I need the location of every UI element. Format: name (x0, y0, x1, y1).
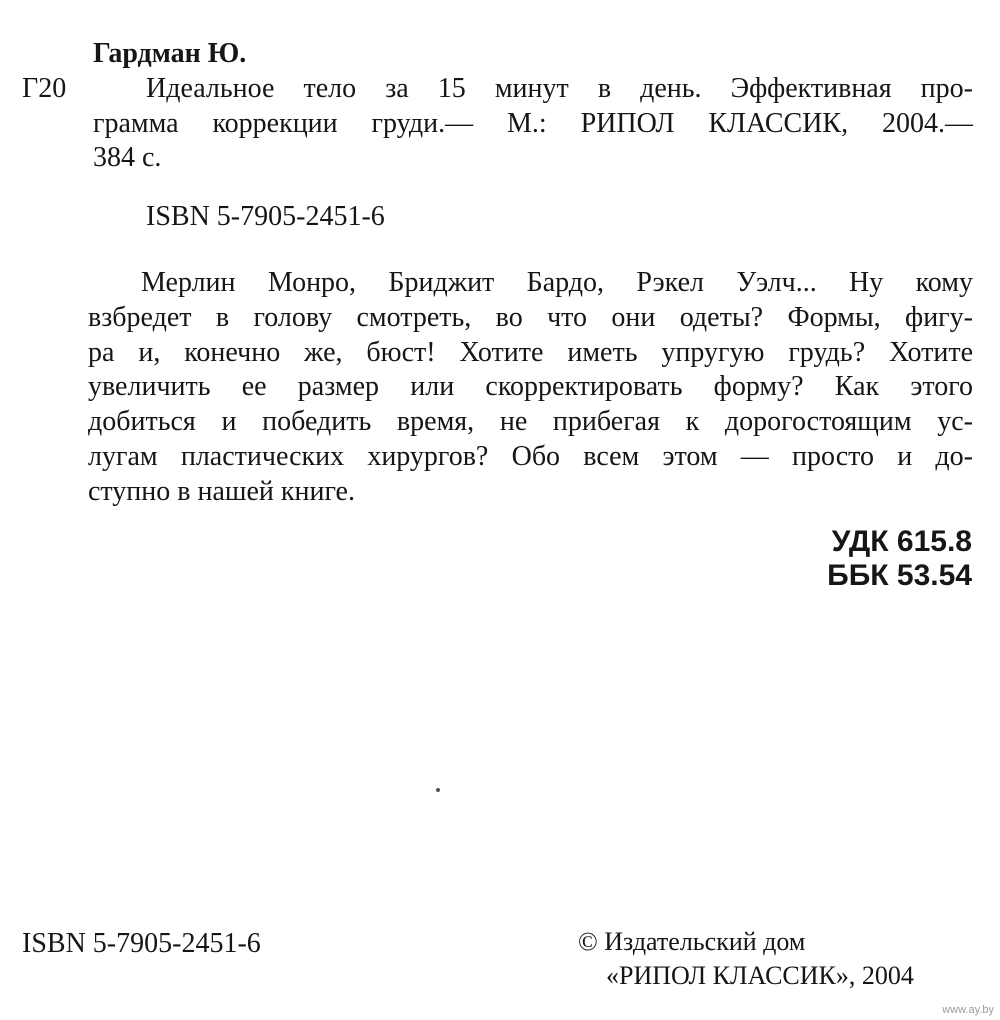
annotation (88, 266, 973, 510)
watermark: www.ay.by (942, 1004, 994, 1016)
bibliographic-description (93, 72, 973, 176)
annotation-line: добиться и победить время, не прибегая к дорогостоящим ус- (88, 406, 973, 438)
annotation-line: увеличить ее размер или скорректировать форму? Как этого (88, 371, 973, 403)
annotation-line: взбредет в голову смотреть, во что они одеты? Формы, фигу- (88, 301, 973, 333)
classification-code: Г20 (22, 73, 67, 104)
description-line: 384 с. (93, 142, 162, 173)
copyright-line-1: © Издательский дом (578, 927, 806, 956)
author-name: Гардман Ю. (93, 38, 247, 69)
annotation-line: лугам пластических хирургов? Обо всем этом — просто и до- (88, 440, 973, 472)
copyright-line-2: «РИПОЛ КЛАССИК», 2004 (606, 961, 914, 990)
description-line: грамма коррекции груди.— М.: РИПОЛ КЛАССИК, 2004.— (93, 107, 973, 139)
bbk-index: ББК 53.54 (827, 559, 972, 592)
isbn-main: ISBN 5-7905-2451-6 (146, 201, 385, 232)
annotation-line: ступно в нашей книге. (88, 475, 355, 507)
isbn-footer: ISBN 5-7905-2451-6 (22, 928, 261, 959)
annotation-line: Мерлин Монро, Бриджит Бардо, Рэкел Уэлч... Ну кому (141, 267, 973, 298)
copyright-notice (578, 925, 914, 993)
description-line: Идеальное тело за 15 минут в день. Эффективная про- (146, 73, 973, 104)
annotation-line: ра и, конечно же, бюст! Хотите иметь упругую грудь? Хотите (88, 336, 973, 368)
udk-index: УДК 615.8 (831, 525, 972, 558)
print-speck (436, 788, 440, 792)
classification-indices (827, 525, 972, 593)
